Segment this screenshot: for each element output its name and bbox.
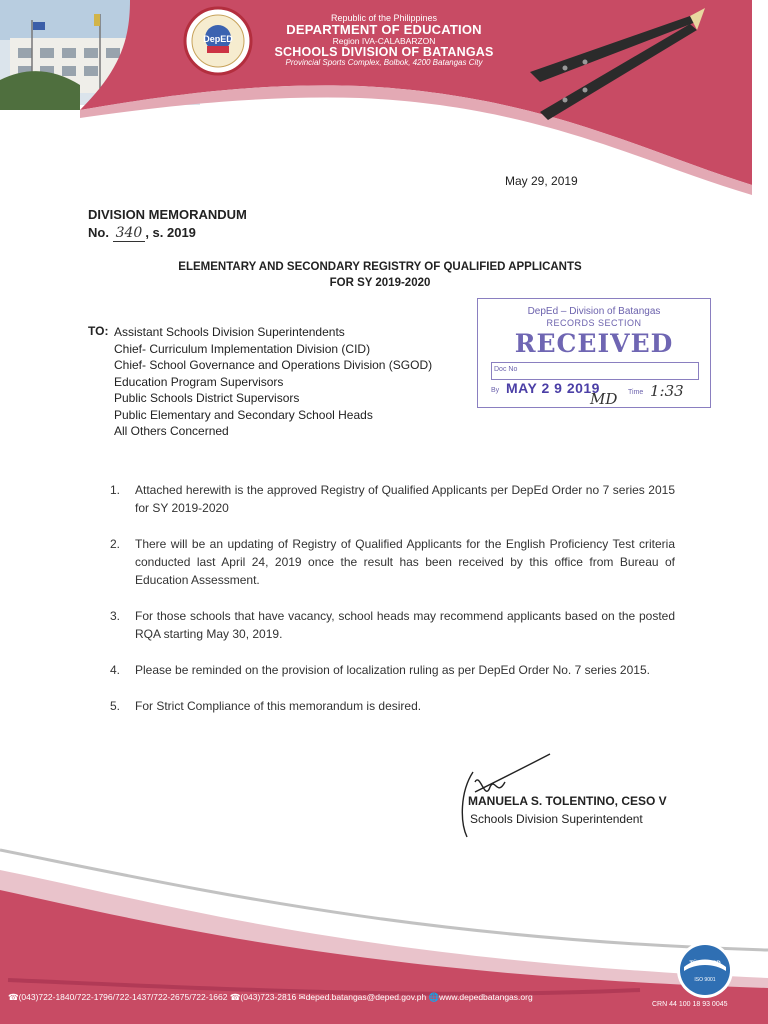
item-number: 4.: [110, 663, 121, 677]
cert-standard: ISO 9001: [694, 977, 716, 983]
stamp-time-label: Time: [628, 389, 644, 396]
item-text: For Strict Compliance of this memorandum is desired.: [135, 699, 422, 713]
signatory-name: MANUELA S. TOLENTINO, CESO V: [468, 794, 667, 808]
memo-items: [110, 481, 675, 715]
item-text: There will be an updating of Registry of Qualified Applicants for the English Proficiency Test criteria conducted last April 24, 2019 once the result has been received by this office from Bureau of Education Assessment.: [135, 537, 675, 587]
item-number: 2.: [110, 537, 121, 551]
memo-item: [110, 661, 675, 679]
footer-contact: ☎(043)722-1840/722-1796/722-1437/722-2675/722-1662 ☎(043)723-2816 ✉deped.batangas@deped.gov.ph 🌐www.depedbatangas.org: [8, 992, 533, 1002]
stamp-date: MAY 2 9 2019: [506, 380, 600, 396]
memo-item: [110, 697, 675, 715]
recipients-label: TO:: [88, 324, 109, 338]
address-line: Provincial Sports Complex, Bolbok, 4200 Batangas City: [285, 58, 483, 68]
subject-line-2: FOR SY 2019-2020: [329, 277, 431, 290]
cert-brand: TÜV NORD: [689, 961, 721, 967]
received-initials: MD: [590, 390, 618, 408]
iso-certification-badge: [676, 941, 734, 999]
memo-number-prefix: No.: [88, 224, 109, 240]
division-line: SCHOOLS DIVISION OF BATANGAS: [274, 45, 494, 59]
memo-type: DIVISION MEMORANDUM: [88, 207, 247, 222]
region-line: Region IVA-CALABARZON: [332, 36, 436, 47]
seal-text: DepED: [203, 34, 233, 44]
item-text: Attached herewith is the approved Registry of Qualified Applicants per DepEd Order no 7 series 2015 for SY 2019-2020: [135, 483, 675, 515]
recipient-item: All Others Concerned: [114, 424, 229, 438]
republic-line: Republic of the Philippines: [330, 13, 438, 23]
deped-seal-logo: [183, 6, 253, 76]
stamp-by-label: By: [491, 387, 500, 394]
department-line: DEPARTMENT OF EDUCATION: [286, 22, 482, 38]
stamp-time: 1:33: [650, 382, 684, 400]
subject-line-1: ELEMENTARY AND SECONDARY REGISTRY OF QUALIFIED APPLICANTS: [178, 261, 582, 273]
memo-item: [110, 535, 675, 589]
memo-number-line: [88, 224, 247, 243]
item-number: 5.: [110, 699, 121, 713]
recipient-item: Assistant Schools Division Superintendents: [114, 325, 345, 339]
stamp-office: DepEd – Division of Batangas: [527, 306, 661, 317]
memo-heading: [88, 206, 247, 242]
stamp-doc-box: [491, 362, 699, 380]
stamp-doc-label: Doc No: [494, 366, 518, 373]
letterhead: [258, 14, 510, 68]
item-number: 3.: [110, 609, 121, 623]
item-text: Please be reminded on the provision of localization ruling as per DepEd Order No. 7 series 2015.: [135, 663, 650, 677]
signatory-title: Schools Division Superintendent: [470, 812, 643, 826]
memo-item: [110, 481, 675, 517]
footer-crn: CRN 44 100 18 93 0045: [652, 1001, 728, 1008]
item-number: 1.: [110, 483, 121, 497]
recipient-item: Public Schools District Supervisors: [114, 391, 300, 405]
memo-subject: [120, 259, 640, 291]
item-text: For those schools that have vacancy, school heads may recommend applicants based on the posted RQA starting May 30, 2019.: [135, 609, 675, 641]
recipients-list: [114, 324, 432, 440]
recipient-item: Education Program Supervisors: [114, 374, 284, 389]
recipient-item: Chief- School Governance and Operations Division (SGOD): [114, 358, 433, 372]
recipient-item: Chief- Curriculum Implementation Division (CID): [114, 341, 371, 356]
memo-number: 340: [113, 225, 146, 242]
memo-date: May 29, 2019: [505, 174, 578, 188]
recipient-item: Public Elementary and Secondary School Heads: [114, 407, 373, 422]
memo-series: , s. 2019: [145, 224, 196, 240]
stamp-received: RECEIVED: [514, 329, 674, 358]
memo-item: [110, 607, 675, 643]
stamp-section: RECORDS SECTION: [546, 318, 642, 328]
certification-seal-icon: [676, 941, 734, 999]
